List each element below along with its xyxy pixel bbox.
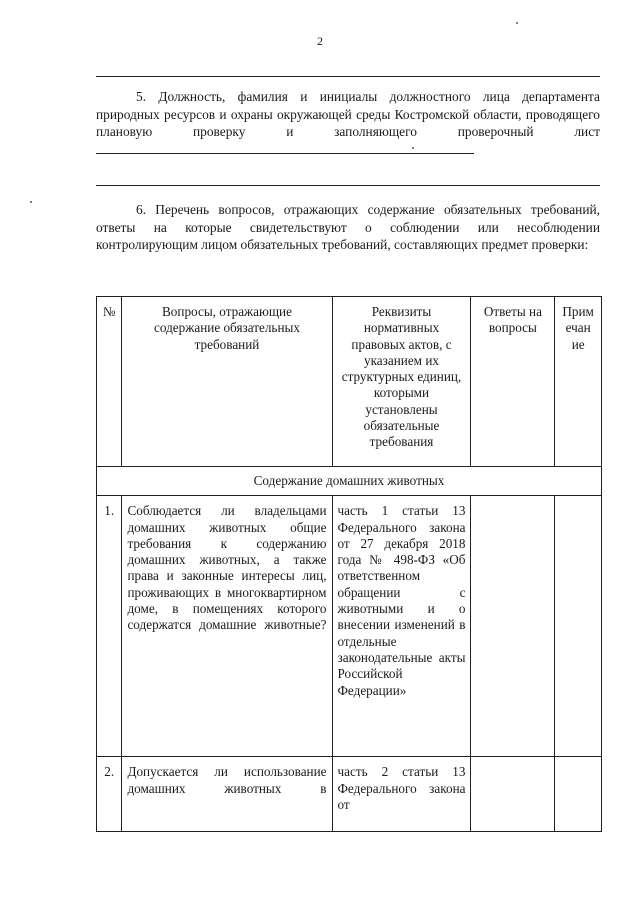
form-fill-line — [96, 185, 600, 186]
checklist-table — [96, 296, 602, 832]
table-row — [97, 496, 602, 757]
note-cell[interactable] — [555, 496, 602, 757]
table-header-row — [97, 297, 602, 467]
section-5-text: 5. Должность, фамилия и инициалы должностного лица департамента природных ресурсов и охраны окружающей среды Костромской области, проводящего плановую проверку и заполняющего проверочный лист — [96, 89, 600, 140]
page-number: 2 — [317, 34, 323, 48]
scan-speck — [516, 22, 518, 24]
header-requisites: Реквизиты нормативных правовых актов, с указанием их структурных единиц, которыми установлены обязательные требования — [332, 297, 471, 467]
form-fill-line — [96, 76, 600, 77]
answer-cell[interactable] — [471, 496, 555, 757]
scan-speck — [412, 147, 414, 149]
section-5 — [96, 88, 600, 158]
section-row — [97, 467, 602, 496]
row-number: 2. — [97, 757, 122, 832]
requisites-cell: часть 1 статьи 13 Федерального закона от 27 декабря 2018 года № 498-ФЗ «Об ответственном обращении с животными и о внесении изменений в отдельные законодательные акты Российской Федерации» — [332, 496, 471, 757]
section-6-text: 6. Перечень вопросов, отражающих содержание обязательных требований, ответы на которые свидетельствуют о соблюдении или несоблюдении контролирующим лицом обязательных требований, составляющих предмет проверки: — [96, 202, 600, 253]
section-title: Содержание домашних животных — [97, 467, 602, 496]
answer-cell[interactable] — [471, 757, 555, 832]
row-number: 1. — [97, 496, 122, 757]
header-num: № — [97, 297, 122, 467]
question-cell: Допускается ли использование домашних животных в — [122, 757, 332, 832]
header-answers: Ответы на вопросы — [471, 297, 555, 467]
scan-speck — [30, 201, 32, 203]
question-cell: Соблюдается ли владельцами домашних животных общие требования к содержанию домашних животных, а также права и законные интересы лиц, проживающих в многоквартирном доме, в помещениях которого содержатся домашние животные? — [122, 496, 332, 757]
requisites-cell: часть 2 статьи 13 Федерального закона от — [332, 757, 471, 832]
header-note: Примечание — [555, 297, 602, 467]
official-position-fill-line[interactable] — [96, 141, 474, 154]
table-row — [97, 757, 602, 832]
header-questions: Вопросы, отражающие содержание обязательных требований — [122, 297, 332, 467]
note-cell[interactable] — [555, 757, 602, 832]
section-6 — [96, 201, 600, 254]
